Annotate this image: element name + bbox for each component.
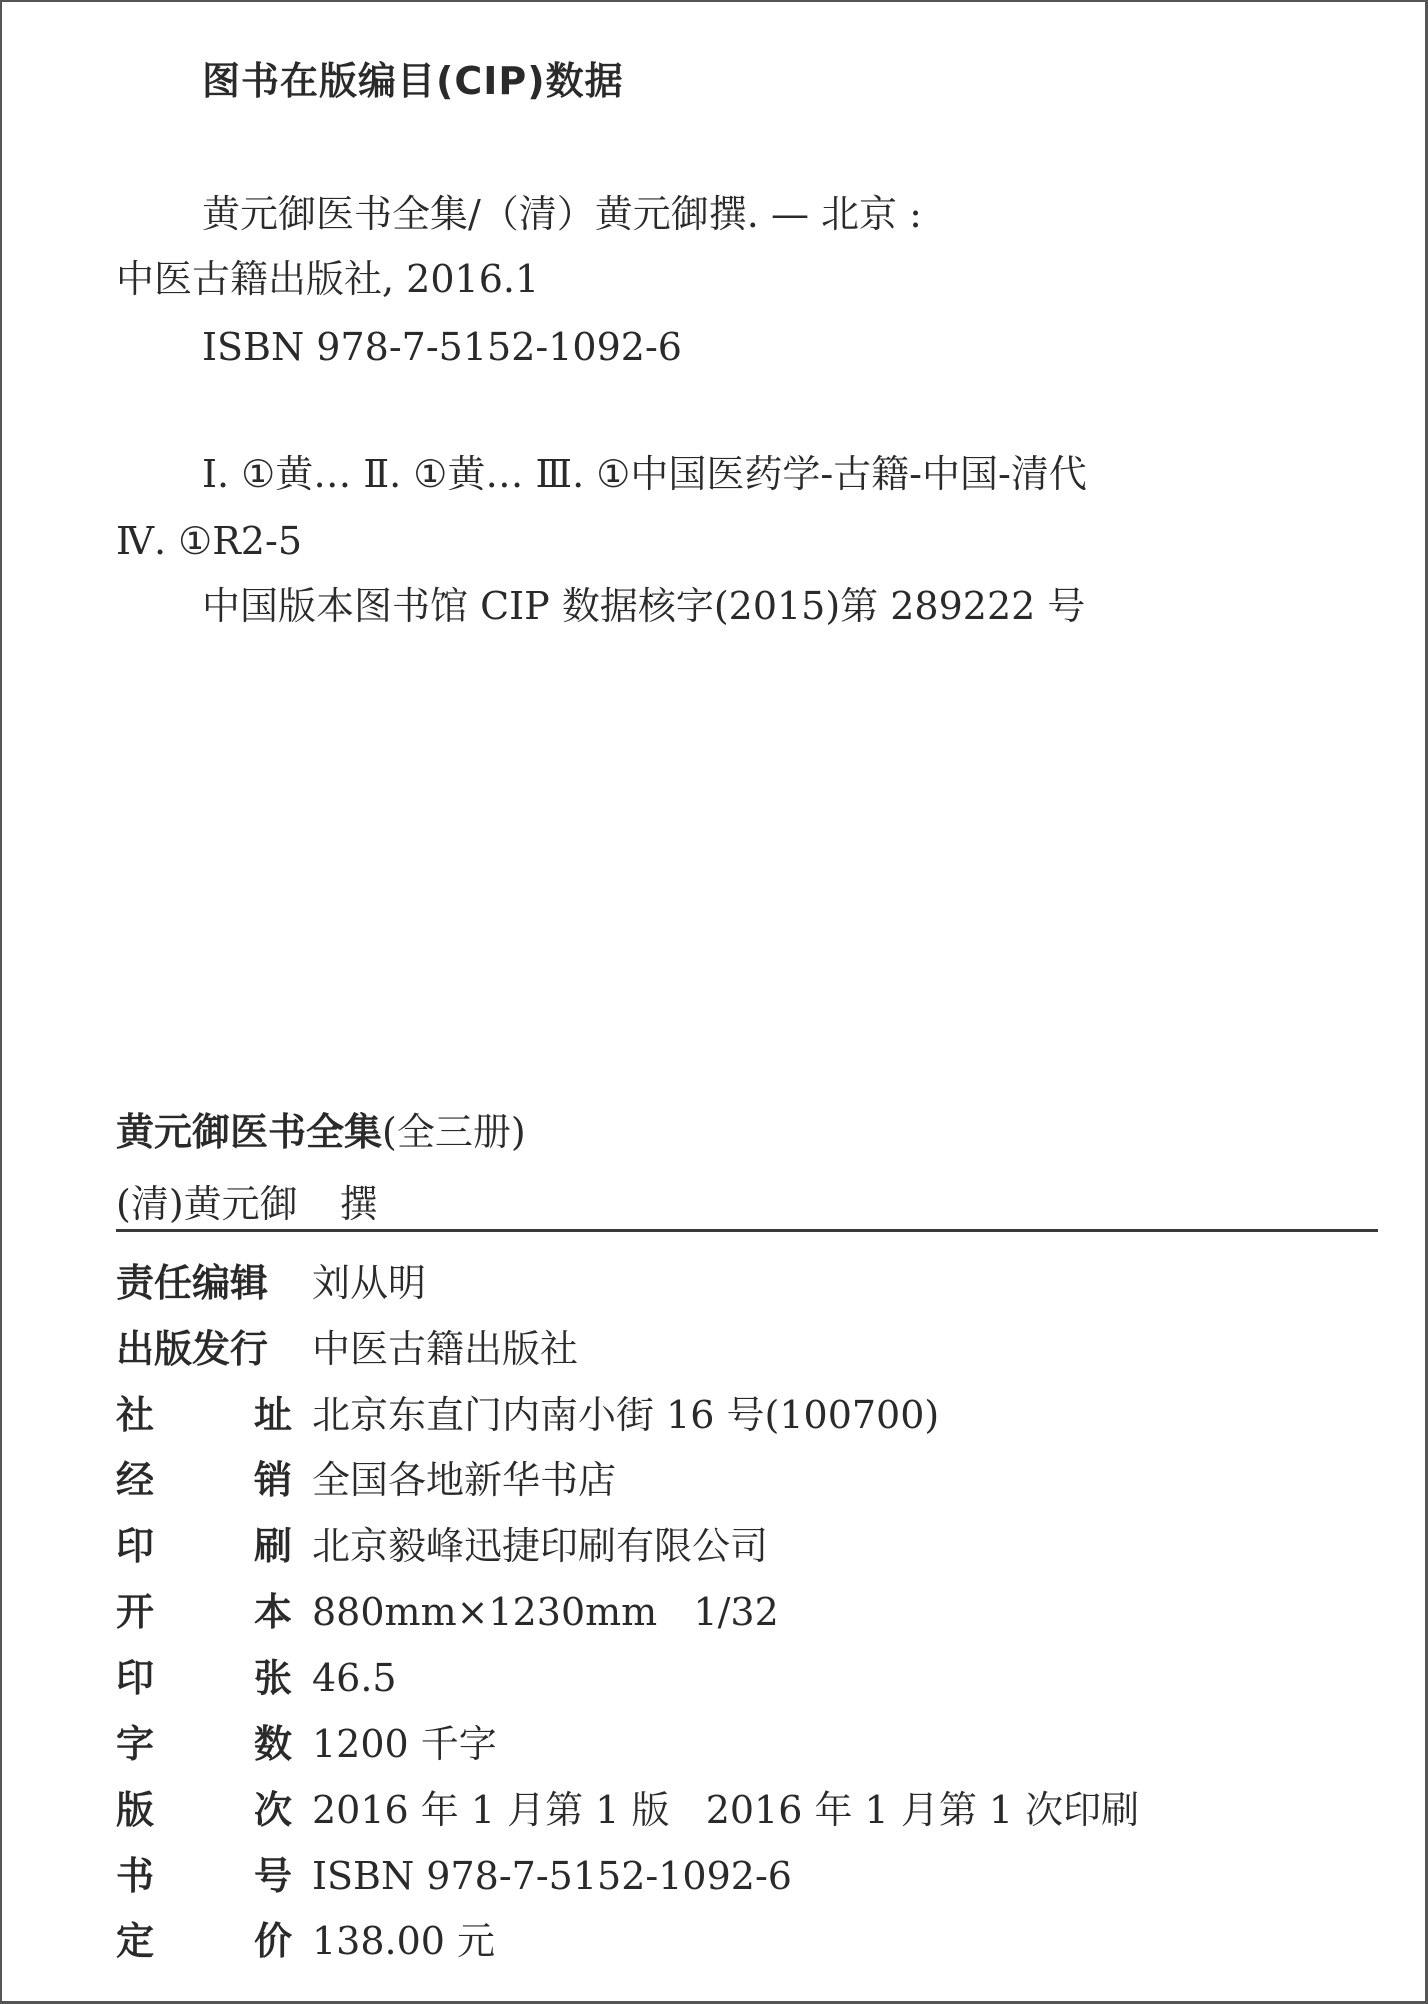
book-title-main: 黄元御医书全集 [116,1110,383,1154]
info-value: 138.00 元 [312,1919,496,1963]
book-author-name: (清)黄元御 [116,1182,298,1226]
cip-line-record-number: 中国版本图书馆 CIP 数据核字(2015)第 289222 号 [202,584,1086,628]
info-label-char: 号 [253,1854,292,1898]
book-author-role: 撰 [339,1182,378,1226]
info-row-sheets [116,1656,397,1700]
info-row-price [116,1919,496,1963]
info-label [116,1656,292,1700]
info-label-char: 经 [116,1458,155,1502]
info-label [116,1458,292,1502]
book-title [116,1110,526,1154]
info-label [116,1590,292,1634]
info-label-char: 社 [116,1393,155,1437]
info-value: 刘从明 [312,1261,427,1305]
info-label: 出版发行 [116,1327,269,1371]
info-label-char: 印 [116,1524,155,1568]
info-label-char: 版 [116,1788,155,1832]
info-label-char: 印 [116,1656,155,1700]
info-label-char: 刷 [253,1524,292,1568]
cip-line-classification: Ⅳ. ①R2-5 [116,519,302,563]
info-row-address [116,1393,940,1437]
cip-line-title: 黄元御医书全集/（清）黄元御撰. — 北京 : [202,192,922,236]
divider-rule [116,1229,1378,1232]
info-value: 全国各地新华书店 [312,1458,617,1502]
info-label-char: 定 [116,1919,155,1963]
cip-line-isbn: ISBN 978-7-5152-1092-6 [202,325,682,369]
info-label-char: 开 [116,1590,155,1634]
cip-line-subjects: Ⅰ. ①黄… Ⅱ. ①黄… Ⅲ. ①中国医药学-古籍-中国-清代 [202,452,1087,496]
book-title-subtitle: (全三册) [382,1110,526,1154]
info-label-char: 次 [253,1788,292,1832]
info-value: 北京毅峰迅捷印刷有限公司 [312,1524,769,1568]
info-value: 2016 年 1 月第 1 版 2016 年 1 月第 1 次印刷 [312,1788,1140,1832]
info-value: 中医古籍出版社 [312,1327,579,1371]
info-row-printer [116,1524,769,1568]
info-value: 1200 千字 [312,1722,497,1766]
info-row-publisher [116,1327,579,1371]
info-label-char: 销 [253,1458,292,1502]
info-row-edition [116,1788,1140,1832]
info-label [116,1919,292,1963]
info-row-distributor [116,1458,617,1502]
info-label-char: 字 [116,1722,155,1766]
info-label [116,1722,292,1766]
info-label: 责任编辑 [116,1261,269,1305]
info-label-char: 址 [253,1393,292,1437]
info-label-char: 张 [253,1656,292,1700]
info-label-char: 价 [253,1919,292,1963]
book-author [116,1182,378,1226]
info-value: 880mm×1230mm 1/32 [312,1590,779,1634]
cip-heading: 图书在版编目(CIP)数据 [202,59,624,103]
info-label [116,1854,292,1898]
info-row-word-count [116,1722,497,1766]
info-label-char: 数 [253,1722,292,1766]
info-label-char: 书 [116,1854,155,1898]
info-label [116,1393,292,1437]
info-label [116,1524,292,1568]
info-row-editor [116,1261,427,1305]
info-row-format [116,1590,779,1634]
info-value: 46.5 [312,1656,397,1700]
info-label [116,1788,292,1832]
info-row-isbn [116,1854,792,1898]
info-value: ISBN 978-7-5152-1092-6 [312,1854,792,1898]
info-value: 北京东直门内南小街 16 号(100700) [312,1393,940,1437]
cip-line-publisher: 中医古籍出版社, 2016.1 [116,257,540,301]
info-label-char: 本 [253,1590,292,1634]
